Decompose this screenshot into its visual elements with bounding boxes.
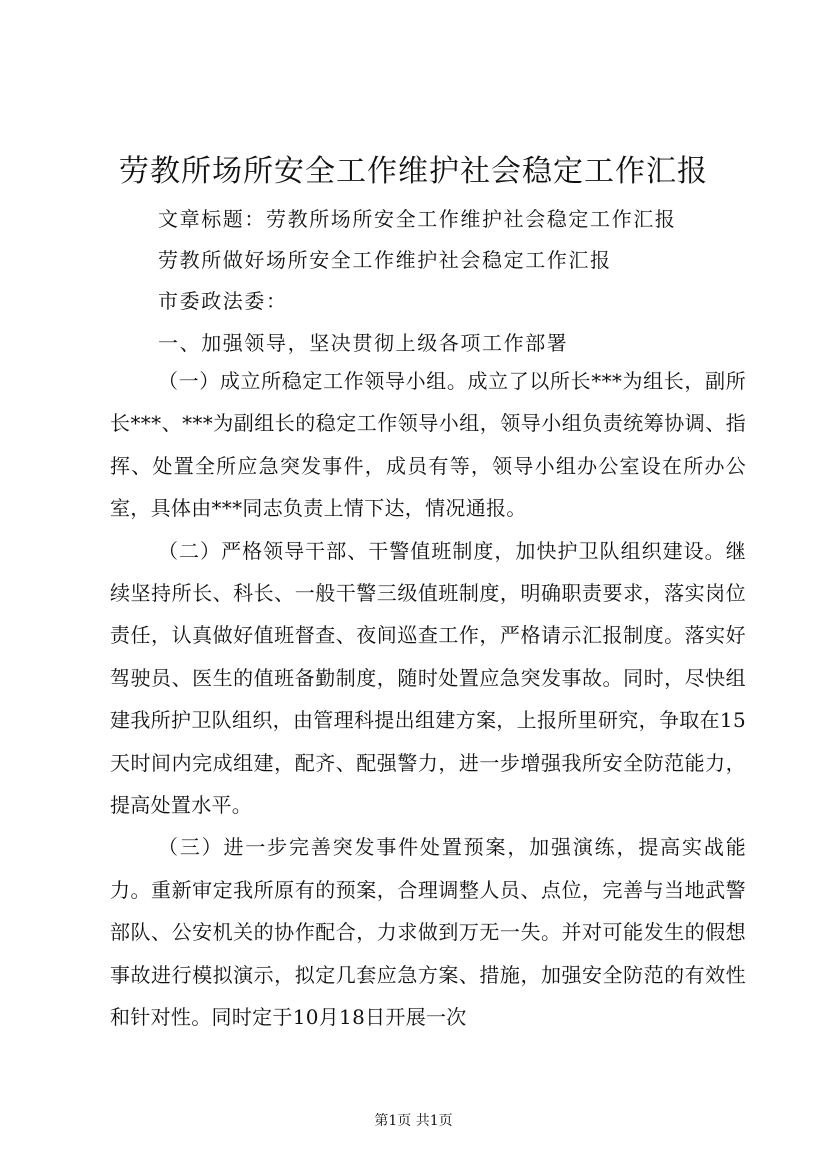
paragraph-1: （一）成立所稳定工作领导小组。成立了以所长***为组长，副所长***、***为副组长的稳定工作领导小组，领导小组负责统筹协调、指挥、处置全所应急突发事件，成员有等，领导小组办公室设在所办公室，具体由***同志负责上情下达，情况通报。 [110, 369, 746, 521]
document-title: 劳教所场所安全工作维护社会稳定工作汇报 [119, 154, 708, 189]
paragraph-2: （二）严格领导干部、干警值班制度，加快护卫队组织建设。继续坚持所长、科长、一般干警三级值班制度，明确职责要求，落实岗位责任，认真做好值班督查、夜间巡查工作，严格请示汇报制度。落实好驾驶员、医生的值班备勤制度，随时处置应急突发事故。同时，尽快组建我所护卫队组织，由管理科提出组建方案，上报所里研究，争取在15天时间内完成组建，配齐、配强警力，进一步增强我所安全防范能力，提高处置水平。 [110, 538, 746, 818]
subtitle-line: 劳教所做好场所安全工作维护社会稳定工作汇报 [158, 248, 612, 272]
section-heading: 一、加强领导，坚决贯彻上级各项工作部署 [158, 331, 569, 355]
body-text [110, 360, 746, 1039]
paragraph-3: （三）进一步完善突发事件处置预案，加强演练，提高实战能力。重新审定我所原有的预案，合理调整人员、点位，完善与当地武警部队、公安机关的协作配合，力求做到万无一失。并对可能发生的假想事故进行模拟演示，拟定几套应急方案、措施，加强安全防范的有效性和针对性。同时定于10月18日开展一次 [110, 835, 746, 1030]
addressee-line: 市委政法委： [158, 289, 288, 313]
page-footer: 第1页 共1页 [374, 1113, 453, 1129]
article-title-line: 文章标题：劳教所场所安全工作维护社会稳定工作汇报 [158, 207, 677, 231]
